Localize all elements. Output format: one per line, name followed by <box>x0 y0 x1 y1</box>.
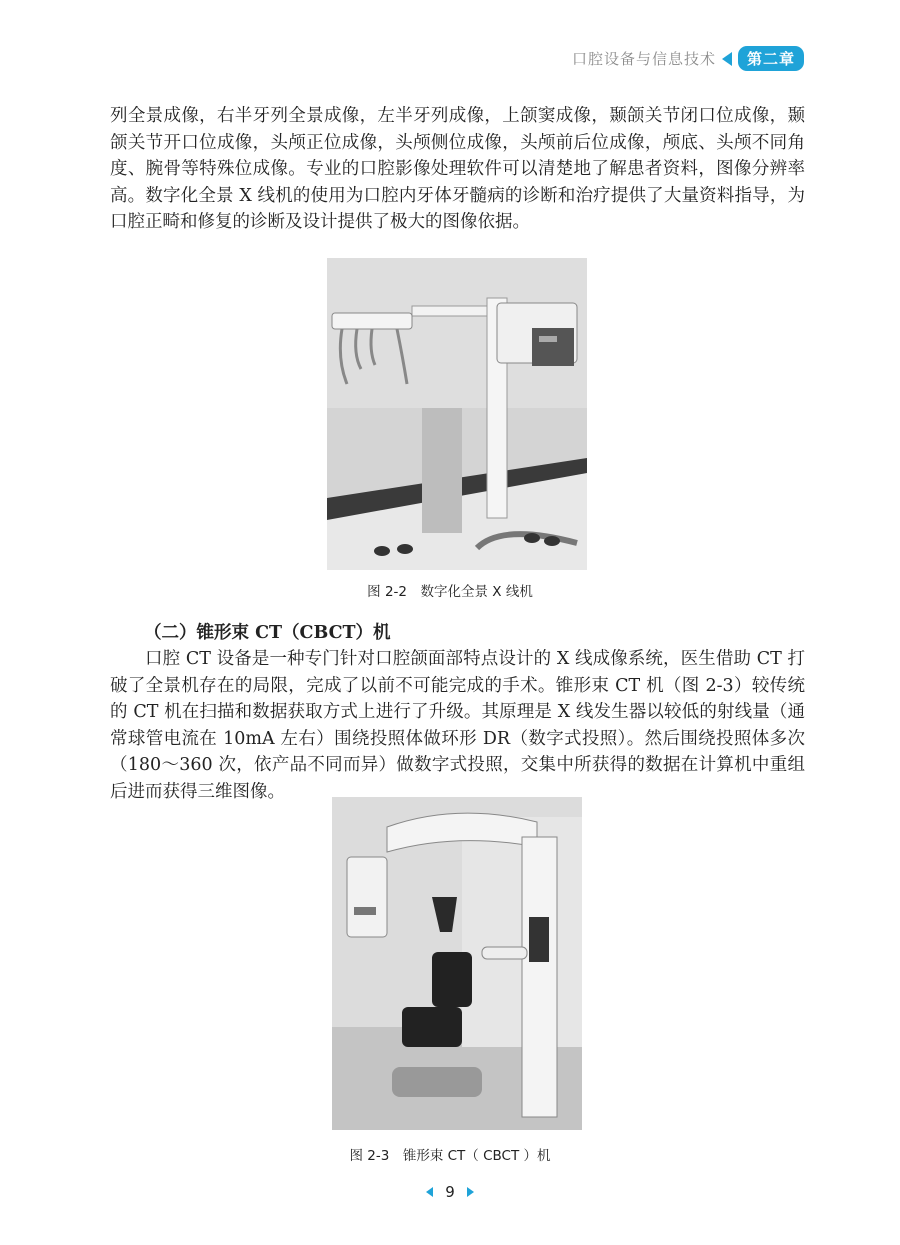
panoramic-xray-photo <box>327 258 587 570</box>
book-title: 口腔设备与信息技术 <box>571 50 716 68</box>
intro-paragraph: 列全景成像，右半牙列全景成像，左半牙列成像，上颌窦成像，颞颌关节闭口位成像，颞颌关节开口位成像，头颅正位成像，头颅侧位成像，头颅前后位成像，颅底、头颅不同角度、腕骨等特殊位成像。专业的口腔影像处理软件可以清楚地了解患者资料，图像分辨率高。数字化全景 X 线机的使用为口腔内牙体牙髓病的诊断和治疗提供了大量资料指导，为口腔正畸和修复的诊断及设计提供了极大的图像依据。 <box>110 106 805 233</box>
next-page-icon <box>467 1187 474 1197</box>
section-heading-cbct: （二）锥形束 CT（CBCT）机 <box>144 623 391 643</box>
running-header <box>572 46 804 71</box>
page-number: 9 <box>445 1183 455 1201</box>
page-footer <box>0 1183 900 1201</box>
figure-2-3-caption: 图 2-3 锥形束 CT（ CBCT ）机 <box>349 1148 551 1164</box>
left-triangle-icon <box>722 52 732 66</box>
chapter-badge: 第二章 <box>738 46 804 71</box>
cbct-machine-photo <box>332 797 582 1130</box>
previous-page-icon <box>426 1187 433 1197</box>
cbct-paragraph: 口腔 CT 设备是一种专门针对口腔颌面部特点设计的 X 线成像系统，医生借助 CT 打破了全景机存在的局限，完成了以前不可能完成的手术。锥形束 CT 机（图 2-3）较传统的 CT 机在扫描和数据获取方式上进行了升级。其原理是 X 线发生器以较低的射线量（通常球管电流在 10mA 左右）围绕投照体做环形 DR（数字式投照）。然后围绕投照体多次（180～360 次，依产品不同而异）做数字式投照，交集中所获得的数据在计算机中重组后进而获得三维图像。 <box>110 649 805 802</box>
figure-2-2-caption: 图 2-2 数字化全景 X 线机 <box>367 584 533 600</box>
